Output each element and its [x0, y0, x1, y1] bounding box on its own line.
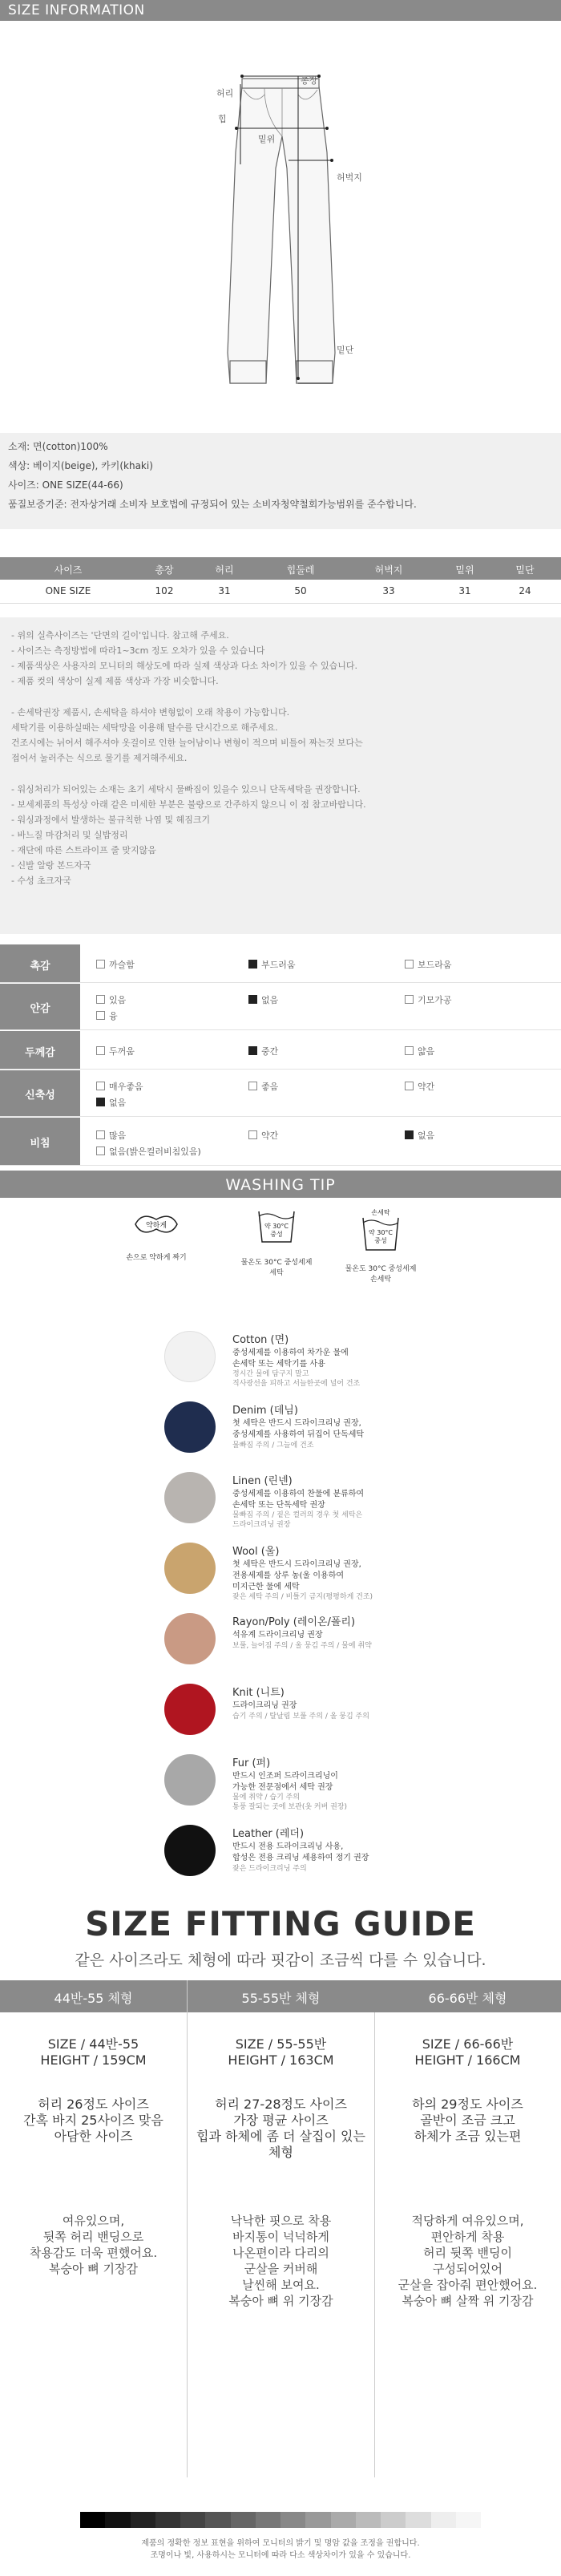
fabric-linen — [0, 1472, 561, 1536]
checkbox — [405, 995, 414, 1004]
attr-option — [405, 958, 452, 971]
checkbox — [96, 995, 105, 1004]
fabric-care-line: 중성세제를 사용하여 뒤집어 단독세탁 — [232, 1430, 365, 1439]
checkbox-checked — [96, 1098, 105, 1106]
note-line: 접어서 눌러주는 식으로 물기를 제거해주세요. — [11, 753, 188, 763]
fit-body-desc — [188, 2097, 374, 2161]
checkbox — [405, 1046, 414, 1055]
fabric-care-line: 전용세제를 상루 농(울 이용하여 — [232, 1571, 345, 1580]
header-waist: 허리 — [215, 564, 234, 576]
checkbox — [248, 1130, 257, 1139]
checkbox-checked — [248, 960, 257, 969]
label-hip: 힙 — [218, 114, 227, 124]
footer-line: 조명이나 빛, 사용하시는 모니터에 따라 다소 색상차이가 있을 수 있습니다. — [150, 2551, 411, 2560]
fabric-care-sub: 통풍 잘되는 곳에 보관(옷 커버 권장) — [232, 1803, 348, 1811]
fabric-leather — [0, 1825, 561, 1889]
fit-review-line: 날씬해 보여요. — [242, 2278, 320, 2292]
fit-review-line: 여유있으며, — [62, 2214, 125, 2228]
note-line: - 사이즈는 측정방법에 따라1~3cm 정도 오차가 있을 수 있습니다 — [11, 645, 265, 656]
fit-review-line: 구성되어있어 — [433, 2262, 502, 2276]
fabric-fur — [0, 1754, 561, 1818]
machine-wash-item — [240, 1207, 313, 1277]
fit-review — [0, 2213, 187, 2277]
note-line: - 워싱과정에서 발생하는 불규칙한 나염 및 헤짐크기 — [11, 815, 211, 825]
fit-review-line: 나온편이라 다리의 — [232, 2246, 329, 2260]
fabric-name: Rayon/Poly (레이온/폴리) — [232, 1616, 356, 1628]
cell-thigh: 33 — [382, 585, 395, 596]
option-text: 약간 — [261, 1130, 279, 1141]
option-text: 없음 — [261, 995, 279, 1005]
fit-height-line: HEIGHT / 163CM — [228, 2052, 334, 2068]
option-text: 기모가공 — [418, 995, 452, 1005]
option-text: 부드러움 — [261, 960, 296, 970]
cell-waist: 31 — [218, 585, 231, 596]
option-text: 두꺼움 — [109, 1046, 135, 1057]
attr-label: 안감 — [0, 984, 80, 1029]
label-hem: 밑단 — [337, 345, 354, 355]
fit-desc-line: 허리 27-28정도 사이즈 — [215, 2097, 347, 2112]
fit-column-header: 55-55반 체형 — [188, 1980, 374, 2012]
fit-review-line: 뒷쪽 허리 밴딩으로 — [42, 2230, 144, 2244]
fit-desc-line: 허리 26정도 사이즈 — [38, 2097, 149, 2112]
fit-column-44-55 — [0, 1980, 187, 2469]
fit-column-header: 44반-55 체형 — [0, 1980, 187, 2012]
fabric-care-line: 가능한 전문점에서 세탁 권장 — [232, 1783, 333, 1792]
fabric-care-line: 중성세제를 이용하여 차가운 물에 — [232, 1349, 349, 1357]
color-text: 색상: 베이지(beige), 카키(khaki) — [8, 460, 153, 471]
attr-option — [405, 1129, 434, 1142]
fit-review-line: 낙낙한 핏으로 착용 — [230, 2214, 332, 2228]
fabric-care-sub: 직사광선을 피하고 서늘한곳에 널어 건조 — [232, 1380, 361, 1388]
attr-option — [96, 1096, 126, 1109]
fit-column-55-55 — [188, 1980, 374, 2469]
product-info — [0, 433, 561, 529]
note-line: - 보세제품의 특성상 아래 같은 미세한 부분은 불량으로 간주하지 않으니 이 점 참고바랍니다. — [11, 799, 366, 810]
fabric-care-line: 첫 세탁은 반드시 드라이크리닝 권장, — [232, 1560, 361, 1569]
footer-notice — [0, 2538, 561, 2562]
fabric-name: Knit (니트) — [232, 1687, 285, 1699]
attr-row-lining — [0, 984, 561, 1030]
checkbox — [96, 1146, 105, 1155]
fabric-care-line: 합성은 전용 크리닝 세용하여 정기 권장 — [232, 1854, 369, 1862]
fabric-care-sub: 드라이크리닝 권장 — [232, 1521, 291, 1529]
option-text: 좋음 — [261, 1082, 279, 1092]
header-hip: 힙둘레 — [286, 564, 315, 576]
fit-desc-line: 하체가 조금 있는편 — [414, 2129, 522, 2144]
fit-review — [188, 2213, 374, 2309]
label-rise: 밑위 — [258, 134, 276, 144]
checkbox-checked — [248, 995, 257, 1004]
fabric-care-sub: 잦은 세탁 주의 / 비틀기 금지(평평하게 건조) — [232, 1593, 373, 1601]
fabric-wool — [0, 1543, 561, 1607]
size-table-header — [0, 557, 561, 580]
checkbox — [405, 960, 414, 969]
header-hem: 밑단 — [515, 564, 535, 576]
material-text: 소재: 면(cotton)100% — [8, 441, 108, 452]
checkbox — [96, 1011, 105, 1020]
checkbox-checked — [248, 1046, 257, 1055]
fit-size-info — [0, 2036, 187, 2068]
fit-size-line: SIZE / 44반-55 — [47, 2036, 139, 2052]
fabric-cotton — [0, 1331, 561, 1395]
wring-gently-item — [120, 1207, 192, 1262]
fabric-care-line: 드라이크리닝 권장 — [232, 1701, 297, 1710]
fit-height-line: HEIGHT / 166CM — [414, 2052, 521, 2068]
fit-desc-line: 골반이 조금 크고 — [420, 2113, 515, 2128]
icon-caption: 물온도 30°C 중성세제 손세탁 — [345, 1265, 417, 1284]
wring-icon-text: 약하게 — [145, 1222, 167, 1230]
attr-option — [96, 1145, 201, 1158]
note-line: - 제품색상은 사용자의 모니터의 해상도에 따라 실제 색상과 다소 차이가 있을 수 있습니다. — [11, 661, 357, 671]
note-line: - 바느질 마감처리 및 실밥정리 — [11, 830, 128, 840]
attr-option — [96, 1009, 118, 1022]
fit-review-line: 군살을 커버해 — [244, 2262, 318, 2276]
note-line: - 재단에 따른 스트라이프 줄 맞지않음 — [11, 845, 156, 855]
note-line: - 제품 컷의 색상이 실제 제품 색상과 가장 비슷합니다. — [11, 676, 219, 686]
fit-desc-line: 간혹 바지 25사이즈 맞음 — [23, 2113, 163, 2128]
checkbox — [96, 1082, 105, 1090]
attr-row-stretch — [0, 1070, 561, 1117]
fit-size-info — [188, 2036, 374, 2068]
fabric-name: Denim (데님) — [232, 1405, 298, 1417]
header-thigh: 허벅지 — [374, 564, 403, 576]
fit-desc-line: 하의 29정도 사이즈 — [412, 2097, 523, 2112]
washing-tip-title: WASHING TIP — [225, 1176, 336, 1194]
icon-caption: 물온도 30°C 중성세제 세탁 — [240, 1259, 313, 1277]
attr-option — [248, 958, 296, 971]
fabric-care-line: 손세탁 또는 단독세탁 권장 — [232, 1501, 325, 1510]
checkbox-checked — [405, 1130, 414, 1139]
fabric-name: Cotton (면) — [232, 1334, 289, 1346]
attr-option — [248, 1080, 278, 1093]
note-line: - 위의 실측사이즈는 '단면의 길이'입니다. 참고해 주세요. — [11, 630, 229, 641]
section-header — [0, 0, 561, 21]
fit-review-line: 허리 뒷쪽 밴딩이 — [423, 2246, 512, 2260]
fabric-care-sub: 정시간 물에 담구지 말고 — [232, 1370, 309, 1378]
fit-body-desc — [0, 2097, 187, 2145]
fabric-care-line: 손세탁 또는 세탁기를 사용 — [232, 1360, 325, 1369]
hand-wash-icon-top: 손세탁 — [371, 1209, 390, 1216]
attr-option — [96, 1080, 143, 1093]
label-waist: 허리 — [216, 88, 234, 99]
header-size: 사이즈 — [54, 564, 83, 576]
fabric-care-line: 반드시 전용 드라이크리닝 사용, — [232, 1842, 344, 1851]
checkbox — [96, 1046, 105, 1055]
option-text: 융 — [109, 1011, 118, 1021]
cell-rise: 31 — [458, 585, 471, 596]
option-text: 매우좋음 — [109, 1082, 143, 1092]
cell-size: ONE SIZE — [45, 585, 91, 596]
fabric-name: Fur (퍼) — [232, 1757, 271, 1769]
fabric-care-line: 석유계 드라이크리닝 권장 — [232, 1631, 323, 1640]
fitting-guide-title: SIZE FITTING GUIDE — [85, 1904, 476, 1943]
option-text: 없음(밝은컬러비침있음) — [109, 1146, 201, 1157]
cell-length: 102 — [155, 585, 174, 596]
attr-label: 비침 — [0, 1118, 80, 1165]
fit-review-line: 편안하게 착용 — [430, 2230, 505, 2244]
attr-row-sheer — [0, 1118, 561, 1166]
option-text: 까슬함 — [109, 960, 135, 970]
attr-row-thickness — [0, 1031, 561, 1070]
fabric-care-line: 미지근한 물에 세탁 — [232, 1583, 300, 1591]
fabric-rayon-poly — [0, 1613, 561, 1677]
option-text: 많음 — [109, 1130, 127, 1141]
fabric-care-line: 중성세제를 이용하여 찬물에 분류하여 — [232, 1490, 365, 1498]
fabric-care-sub: 습기 주의 / 탈날림 보풀 주의 / 올 뭉김 주의 — [232, 1713, 369, 1721]
label-total-length: 총장 — [301, 75, 318, 86]
wash-tub-icon-text2: 중성 — [270, 1231, 283, 1238]
fabric-swatch — [164, 1472, 216, 1523]
fit-size-line: SIZE / 55-55반 — [235, 2036, 327, 2052]
option-text: 있음 — [109, 995, 127, 1005]
fit-column-header: 66-66반 체형 — [374, 1980, 561, 2012]
attr-label: 촉감 — [0, 944, 80, 982]
attr-option — [405, 1045, 434, 1057]
icon-caption: 손으로 약하게 짜기 — [126, 1254, 187, 1262]
fabric-name: Linen (린넨) — [232, 1475, 293, 1487]
note-line: - 워싱처리가 되어있는 소재는 초기 세탁시 물빠짐이 있을수 있으니 단독세탁을 권장합니다. — [11, 784, 361, 795]
attr-label: 신축성 — [0, 1070, 80, 1116]
attr-option — [96, 993, 126, 1006]
option-text: 없음 — [418, 1130, 435, 1141]
fit-desc-line: 가장 평균 사이즈 — [233, 2113, 329, 2128]
fit-review-line: 군살을 잡아줘 편안했어요. — [398, 2278, 538, 2292]
note-line: - 신발 알랑 본드자국 — [11, 860, 91, 871]
fabric-swatch — [164, 1684, 216, 1735]
attr-option — [248, 1129, 278, 1142]
fabric-swatch — [164, 1613, 216, 1664]
header-length: 총장 — [155, 564, 174, 576]
attr-row-touch — [0, 944, 561, 983]
fit-desc-line: 아담한 사이즈 — [54, 2129, 133, 2144]
cell-hem: 24 — [519, 585, 531, 596]
footer-line: 제품의 정확한 정보 표현을 위하여 모니터의 밝기 및 명암 값을 조정을 권합니다. — [141, 2539, 420, 2548]
washing-icons — [0, 1207, 561, 1295]
attr-option — [248, 1045, 278, 1057]
fabric-swatch — [164, 1754, 216, 1806]
checkbox — [96, 960, 105, 969]
fabric-swatch — [164, 1331, 216, 1382]
fabric-care-sub: 잦은 드라이크리닝 주의 — [232, 1865, 307, 1873]
fit-review — [374, 2213, 561, 2309]
fabric-care-line: 첫 세탁은 반드시 드라이크리닝 권장, — [232, 1419, 361, 1428]
fit-size-info — [374, 2036, 561, 2068]
option-text: 얇음 — [418, 1046, 435, 1057]
fit-review-line: 착용감도 더욱 편했어요. — [29, 2246, 158, 2260]
section-title: SIZE INFORMATION — [8, 2, 145, 18]
cell-hip: 50 — [294, 585, 307, 596]
table-row — [0, 580, 561, 604]
checkbox — [96, 1130, 105, 1139]
option-text: 보드라움 — [418, 960, 452, 970]
fabric-swatch — [164, 1825, 216, 1876]
grayscale-calibration-bar — [80, 2512, 481, 2528]
fit-column-66-66 — [374, 1980, 561, 2469]
pants-diagram — [0, 32, 561, 409]
fit-review-line: 바지통이 넉넉하게 — [232, 2230, 329, 2244]
fabric-denim — [0, 1401, 561, 1466]
fabric-swatch — [164, 1543, 216, 1594]
hand-wash-item — [345, 1207, 417, 1284]
hand-wash-icon-text: 약 30°C — [368, 1229, 394, 1236]
note-line: 건조시에는 뉘어서 해주셔야 옷걸이로 인한 늘어남이나 변형이 적으며 비틀어 짜는것 보다는 — [11, 738, 363, 748]
option-text: 중간 — [261, 1046, 279, 1057]
notes-box — [0, 617, 561, 934]
fabric-care-sub: 물빠짐 주의 / 그늘에 건조 — [232, 1442, 314, 1450]
fit-body-desc — [374, 2097, 561, 2145]
fabric-swatch — [164, 1401, 216, 1453]
fit-review-line: 복숭아 뼈 기장감 — [49, 2262, 138, 2276]
fit-review-line: 복숭아 뼈 살짝 위 기장감 — [402, 2294, 534, 2308]
label-thigh: 허벅지 — [337, 172, 362, 183]
checkbox — [405, 1082, 414, 1090]
hand-wash-icon-text2: 중성 — [374, 1237, 387, 1244]
fit-height-line: HEIGHT / 159CM — [40, 2052, 147, 2068]
size-text: 사이즈: ONE SIZE(44-66) — [8, 479, 123, 491]
note-line: - 손세탁권장 제품시, 손세탁을 하셔야 변형없이 오래 착용이 가능합니다. — [11, 707, 290, 718]
note-line: - 수성 초크자국 — [11, 876, 71, 886]
checkbox — [248, 1082, 257, 1090]
fit-desc-line: 힙과 하체에 좀 더 살집이 있는 — [196, 2129, 365, 2144]
header-rise: 밑위 — [455, 564, 474, 576]
fabric-care-sub: 물빠짐 주의 / 짙은 컬러의 경우 첫 세탁은 — [232, 1511, 363, 1519]
note-line: 세탁기를 이용하실때는 세탁망을 이용해 탈수를 단시간으로 해주세요. — [11, 722, 278, 733]
attr-label: 두께감 — [0, 1031, 80, 1069]
fabric-care-line: 반드시 인조퍼 드라이크리닝이 — [232, 1772, 338, 1781]
attr-option — [96, 1129, 126, 1142]
wring-icon — [131, 1207, 182, 1244]
option-text: 약간 — [418, 1082, 435, 1092]
fitting-guide-subtitle: 같은 사이즈라도 체형에 따라 핏감이 조금씩 다를 수 있습니다. — [75, 1951, 486, 1969]
attr-option — [405, 1080, 434, 1093]
fabric-name: Wool (울) — [232, 1546, 280, 1558]
washing-tip-header — [0, 1171, 561, 1198]
fabric-name: Leather (레더) — [232, 1828, 305, 1840]
hand-wash-icon — [357, 1207, 405, 1255]
fabric-care-sub: 보풀, 늘어짐 주의 / 올 뭉김 주의 / 물에 취약 — [232, 1642, 372, 1650]
fit-review-line: 적당하게 여유있으며, — [411, 2214, 524, 2228]
attr-option — [96, 958, 135, 971]
attr-option — [248, 993, 278, 1006]
wash-tub-icon-text: 약 30°C — [264, 1223, 289, 1230]
fabric-knit — [0, 1684, 561, 1748]
option-text: 없음 — [109, 1098, 127, 1108]
fabric-care-sub: 물에 취약 / 습기 주의 — [232, 1793, 301, 1802]
quality-notice: 품질보증기준: 전자상거래 소비자 보호법에 규정되어 있는 소비자청약철회가능범위를 준수합니다. — [8, 499, 417, 510]
fit-desc-line: 체형 — [268, 2145, 293, 2160]
attr-option — [96, 1045, 135, 1057]
fit-size-line: SIZE / 66-66반 — [422, 2036, 514, 2052]
wash-tub-icon — [252, 1207, 301, 1248]
fit-review-line: 복숭아 뼈 위 기장감 — [228, 2294, 333, 2308]
attr-option — [405, 993, 452, 1006]
pants-illustration — [0, 32, 561, 409]
